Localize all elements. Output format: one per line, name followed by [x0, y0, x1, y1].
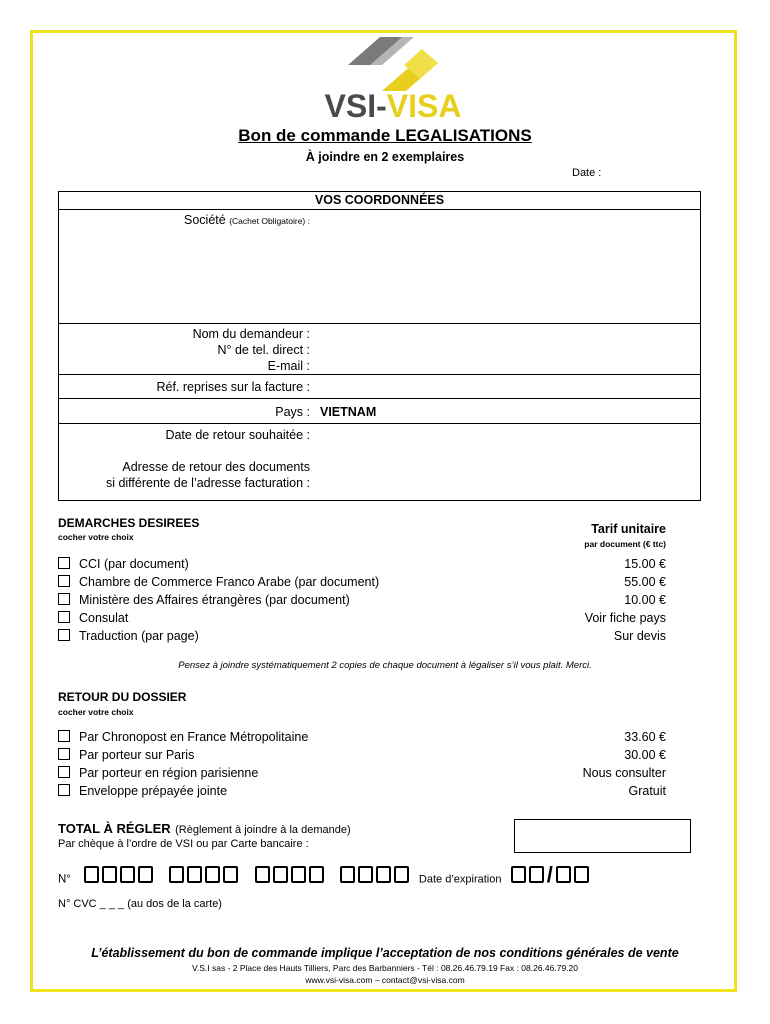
checkbox[interactable]	[58, 748, 70, 760]
card-digit-box[interactable]	[84, 866, 99, 883]
logo-mark-icon	[318, 35, 468, 91]
expiry-digit-box[interactable]	[511, 866, 526, 883]
total-heading	[58, 820, 351, 838]
retour-option-enveloppe[interactable]: Enveloppe prépayée jointe	[58, 783, 227, 800]
nom-field[interactable]: Nom du demandeur :	[192, 327, 310, 341]
ref-field[interactable]: Réf. reprises sur la facture :	[156, 380, 310, 394]
card-digit-box[interactable]	[340, 866, 355, 883]
demarche-price: 15.00 €	[624, 557, 666, 571]
societe-label: Société	[184, 213, 226, 227]
card-digit-box[interactable]	[358, 866, 373, 883]
demarche-price: 10.00 €	[624, 593, 666, 607]
adresse-label-line1: Adresse de retour des documents	[122, 460, 310, 474]
societe-field[interactable]	[184, 212, 310, 229]
copies-note: Pensez à joindre systématiquement 2 copies de chaque document à légaliser s’il vous plait. Merci.	[178, 660, 592, 671]
retour-price: 30.00 €	[624, 748, 666, 762]
checkbox[interactable]	[58, 557, 70, 569]
tarif-subtitle: par document (€ ttc)	[584, 539, 666, 549]
checkbox[interactable]	[58, 784, 70, 796]
checkbox[interactable]	[58, 611, 70, 623]
societe-note: (Cachet Obligatoire) :	[229, 216, 310, 226]
card-digit-box[interactable]	[102, 866, 117, 883]
retour-price: Gratuit	[628, 784, 666, 798]
retour-subtitle: cocher votre choix	[58, 707, 134, 717]
card-number-input[interactable]	[84, 866, 416, 893]
checkbox[interactable]	[58, 730, 70, 742]
card-digit-box[interactable]	[394, 866, 409, 883]
retour-price: Nous consulter	[582, 766, 666, 780]
card-digit-box[interactable]	[376, 866, 391, 883]
expiry-input[interactable]	[511, 862, 592, 893]
coordinates-section	[58, 191, 701, 501]
coordinates-heading: VOS COORDONNÉES	[314, 193, 445, 207]
demarche-price: Sur devis	[613, 629, 666, 643]
retour-option-porteur-paris[interactable]: Par porteur sur Paris	[58, 747, 194, 764]
card-digit-box[interactable]	[138, 866, 153, 883]
card-digit-box[interactable]	[169, 866, 184, 883]
demarche-option-traduction[interactable]: Traduction (par page)	[58, 628, 199, 645]
expiry-digit-box[interactable]	[529, 866, 544, 883]
cvc-field[interactable]: N° CVC _ _ _ (au dos de la carte)	[58, 898, 222, 910]
pays-value: VIETNAM	[320, 405, 377, 419]
demarche-option-ccfa[interactable]: Chambre de Commerce Franco Arabe (par document)	[58, 574, 379, 591]
checkbox[interactable]	[58, 629, 70, 641]
total-note: (Règlement à joindre à la demande)	[175, 824, 351, 836]
checkbox[interactable]	[58, 575, 70, 587]
divider	[59, 374, 700, 375]
divider	[59, 423, 700, 424]
card-digit-box[interactable]	[187, 866, 202, 883]
email-field[interactable]: E-mail :	[267, 359, 310, 373]
card-digit-box[interactable]	[309, 866, 324, 883]
card-number-label: N°	[58, 873, 71, 886]
demarches-title: DEMARCHES DESIREES	[58, 516, 200, 530]
total-amount-field[interactable]	[514, 819, 691, 853]
demarche-option-cci[interactable]: CCI (par document)	[58, 556, 189, 573]
terms-statement: L’établissement du bon de commande implique l’acceptation de nos conditions générales de vente	[91, 946, 679, 960]
expiry-separator: /	[546, 862, 553, 887]
card-digit-box[interactable]	[120, 866, 135, 883]
divider	[59, 209, 700, 210]
card-digit-box[interactable]	[291, 866, 306, 883]
vsi-visa-logo	[318, 35, 468, 123]
total-title: TOTAL À RÉGLER	[58, 821, 171, 836]
pays-label: Pays :	[275, 405, 310, 419]
retour-title: RETOUR DU DOSSIER	[58, 690, 187, 704]
page-subtitle: À joindre en 2 exemplaires	[305, 150, 465, 164]
expiry-digit-box[interactable]	[574, 866, 589, 883]
demarche-option-consulat[interactable]: Consulat	[58, 610, 128, 627]
adresse-field[interactable]: si différente de l’adresse facturation :	[105, 476, 310, 490]
card-digit-box[interactable]	[255, 866, 270, 883]
card-number-line	[58, 862, 592, 893]
card-digit-box[interactable]	[223, 866, 238, 883]
demarche-option-mae[interactable]: Ministère des Affaires étrangères (par document)	[58, 592, 350, 609]
expiry-digit-box[interactable]	[556, 866, 571, 883]
company-contact: www.vsi-visa.com – contact@vsi-visa.com	[305, 975, 465, 985]
retour-price: 33.60 €	[624, 730, 666, 744]
date-retour-field[interactable]: Date de retour souhaitée :	[165, 428, 310, 442]
payment-method: Par chèque à l’ordre de VSI ou par Carte bancaire :	[58, 838, 309, 850]
demarches-subtitle: cocher votre choix	[58, 532, 134, 542]
divider	[59, 323, 700, 324]
checkbox[interactable]	[58, 593, 70, 605]
page-title: Bon de commande LEGALISATIONS	[238, 126, 532, 145]
expiry-label: Date d’expiration	[418, 873, 502, 886]
logo-wordmark: VSI-VISA	[324, 88, 462, 124]
date-label: Date :	[572, 167, 602, 179]
checkbox[interactable]	[58, 766, 70, 778]
retour-option-porteur-region[interactable]: Par porteur en région parisienne	[58, 765, 258, 782]
company-address: V.S.I sas - 2 Place des Hauts Tilliers, Parc des Barbanniers - Tél : 08.26.46.79.19 Fax : 08.26.46.79.20	[191, 963, 579, 973]
divider	[59, 398, 700, 399]
retour-option-chronopost[interactable]: Par Chronopost en France Métropolitaine	[58, 729, 308, 746]
demarche-price: 55.00 €	[624, 575, 666, 589]
card-digit-box[interactable]	[205, 866, 220, 883]
card-digit-box[interactable]	[273, 866, 288, 883]
tarif-title: Tarif unitaire	[591, 522, 666, 536]
tel-field[interactable]: N° de tel. direct :	[217, 343, 310, 357]
demarche-price: Voir fiche pays	[584, 611, 666, 625]
